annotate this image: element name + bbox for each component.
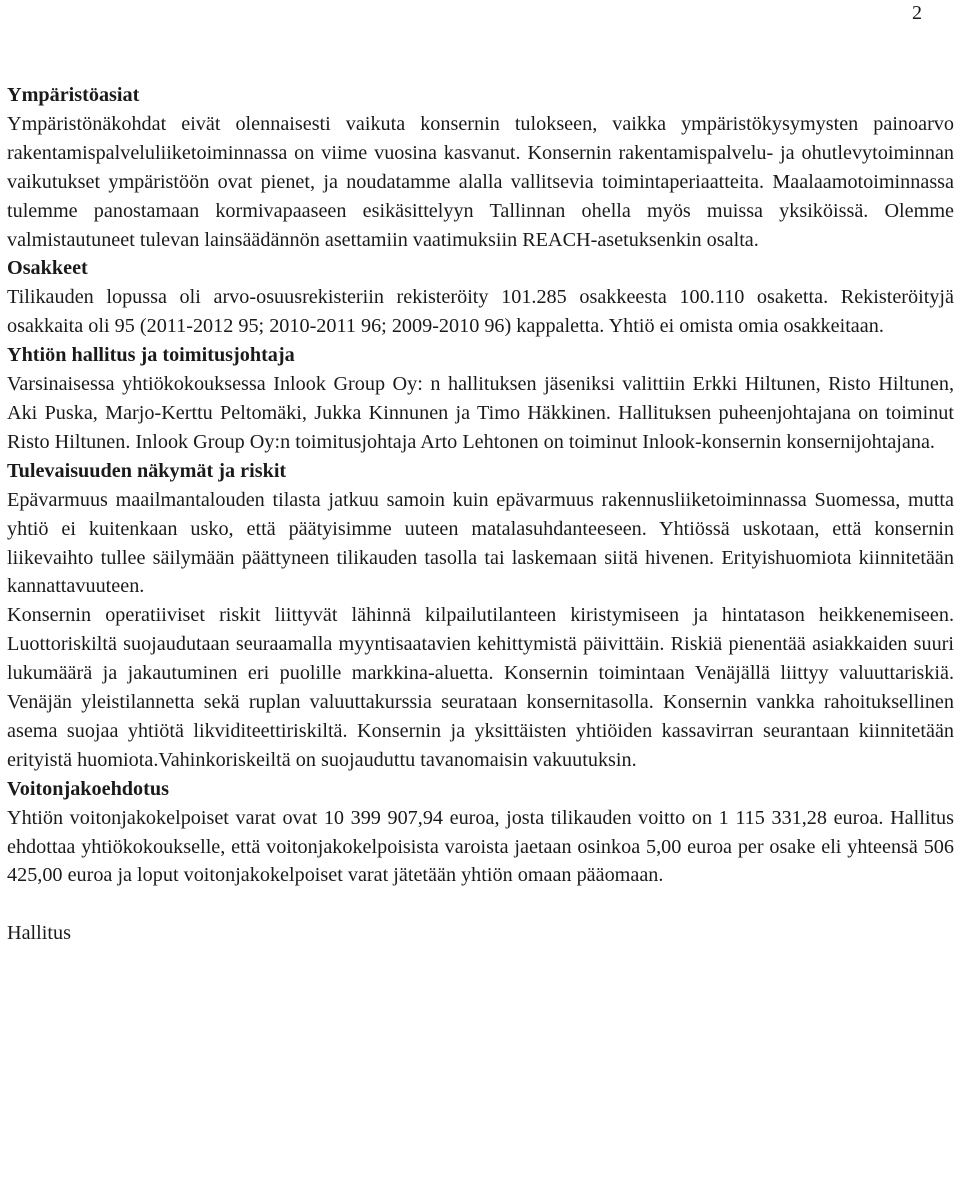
page-number: 2 xyxy=(912,2,922,24)
section-outlook-risks xyxy=(7,457,954,775)
document-body xyxy=(7,81,954,948)
signoff: Hallitus xyxy=(7,922,71,945)
section-heading: Voitonjakoehdotus xyxy=(7,777,169,800)
section-shares xyxy=(7,254,954,341)
paragraph: Yhtiön voitonjakokelpoiset varat ovat 10 399 907,94 euroa, josta tilikauden voitto on 1 115 331,28 euroa. Hallitus ehdottaa yhtiökokoukselle, että voitonjakokelpoisista varoista jaetaan osinkoa 5,00 euroa per osake eli yhteensä 506 425,00 euroa ja loput voitonjakokelpoiset varat jätetään yhtiön omaan pääomaan. xyxy=(7,806,954,887)
paragraph: Epävarmuus maailmantalouden tilasta jatkuu samoin kuin epävarmuus rakennusliiketoiminnassa Suomessa, mutta yhtiö ei kuitenkaan usko, että päätyisimme uuteen matalasuhdanteeseen. Yhtiössä uskotaan, että konsernin liikevaihto tullee säilymään päättyneen tilikauden tasolla tai laskemaan siitä hivenen. Erityishuomiota kiinnitetään kannattavuuteen. xyxy=(7,488,954,598)
section-dividend-proposal xyxy=(7,775,954,891)
paragraph: Konsernin operatiiviset riskit liittyvät lähinnä kilpailutilanteen kiristymiseen ja hintatason heikkenemiseen. Luottoriskiltä suojaudutaan seuraamalla myyntisaatavien kehittymistä päivittäin. Riskiä pienentää asiakkaiden suuri lukumäärä ja jakautuminen eri puolille markkina-aluetta. Konsernin toimintaan Venäjällä liittyy valuuttariskiä. Venäjän yleistilannetta sekä ruplan valuuttakurssia seurataan konsernitasolla. Konsernin vankka rahoituksellinen asema suojaa yhtiötä likviditeettiriskiltä. Konsernin ja yksittäisten yhtiöiden kassavirran seurantaan kiinnitetään erityistä huomiota.Vahinkoriskeiltä on suojauduttu tavanomaisin vakuutuksin. xyxy=(7,604,954,771)
paragraph: Varsinaisessa yhtiökokouksessa Inlook Group Oy: n hallituksen jäseniksi valittiin Erkki Hiltunen, Risto Hiltunen, Aki Puska, Marjo-Kerttu Peltomäki, Jukka Kinnunen ja Timo Häkkinen. Hallituksen puheenjohtajana on toiminut Risto Hiltunen. Inlook Group Oy:n toimitusjohtaja Arto Lehtonen on toiminut Inlook-konsernin konsernijohtajana. xyxy=(7,373,954,453)
section-heading: Yhtiön hallitus ja toimitusjohtaja xyxy=(7,344,295,367)
paragraph: Ympäristönäkohdat eivät olennaisesti vaikuta konsernin tulokseen, vaikka ympäristökysymysten painoarvo rakentamispalveluliiketoiminnassa on viime vuosina kasvanut. Konsernin rakentamispalvelu- ja ohutlevytoiminnan vaikutukset ympäristöön ovat pienet, ja noudatamme alalla vallitsevia toimintaperiaatteita. Maalaamotoiminnassa tulemme panostamaan kormivapaaseen esikäsittelyyn Tallinnan ohella myös muissa yksiköissä. Olemme valmistautuneet tulevan lainsäädännön asettamiin vaatimuksiin REACH-asetuksenkin osalta. xyxy=(7,112,954,251)
section-heading: Osakkeet xyxy=(7,257,88,280)
section-heading: Ympäristöasiat xyxy=(7,84,140,106)
section-environment xyxy=(7,81,954,254)
section-heading: Tulevaisuuden näkymät ja riskit xyxy=(7,459,287,482)
section-board xyxy=(7,341,954,457)
paragraph: Tilikauden lopussa oli arvo-osuusrekisteriin rekisteröity 101.285 osakkeesta 100.110 osaketta. Rekisteröityjä osakkaita oli 95 (2011-2012 95; 2010-2011 96; 2009-2010 96) kappaletta. Yhtiö ei omista omia osakkeitaan. xyxy=(7,286,954,338)
